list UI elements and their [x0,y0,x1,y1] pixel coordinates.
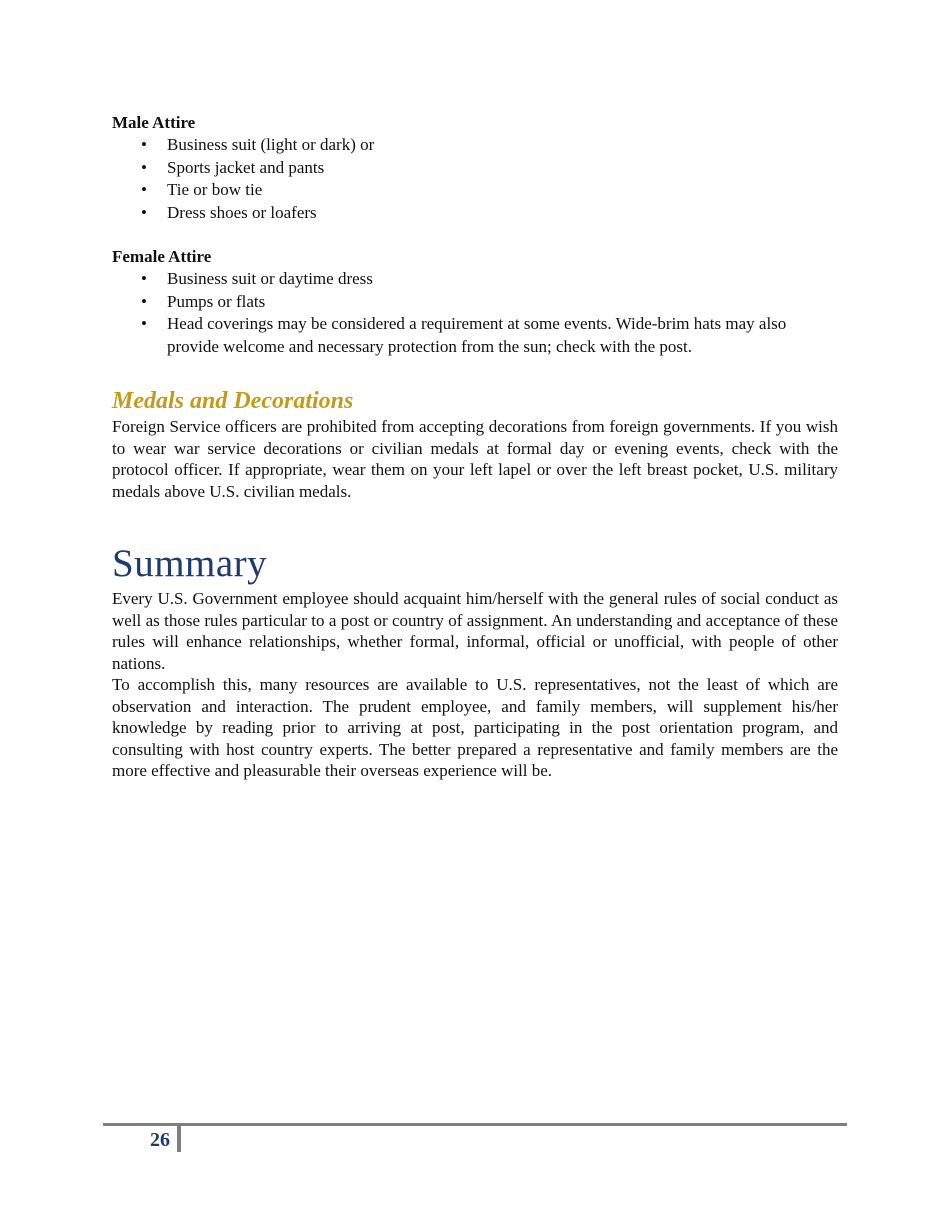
page-number-divider [177,1126,181,1152]
list-item [112,157,838,180]
bullet-icon: • [141,269,147,288]
female-attire-heading: Female Attire [112,247,212,266]
footer-rule [103,1123,847,1126]
bullet-icon: • [141,180,147,199]
medals-heading: Medals and Decorations [112,388,354,414]
list-item-text: Dress shoes or loafers [167,202,317,222]
list-item [112,313,838,358]
bullet-icon: • [141,135,147,154]
list-item [112,202,838,225]
summary-paragraph-2: To accomplish this, many resources are available to U.S. representatives, not the least of which are observation and interaction. The prudent employee, and family members, will supplement his/her knowledge by reading prior to arriving at post, participating in the post orientation program, and consulting with host country experts. The better prepared a representative and family members are the more effective and pleasurable their overseas experience will be. [112,675,838,780]
summary-heading: Summary [112,542,268,585]
list-item [112,179,838,202]
bullet-icon: • [141,314,147,333]
list-item [112,268,838,291]
list-item-text: Sports jacket and pants [167,157,325,177]
list-item-text: Pumps or flats [167,291,266,311]
spacer [112,224,838,246]
male-attire-heading: Male Attire [112,113,196,132]
list-item-text: Business suit or daytime dress [167,269,373,288]
male-attire-list [112,134,838,224]
list-item [112,291,838,314]
page-number: 26 [150,1129,170,1151]
list-item-text: Head coverings may be considered a requirement at some events. Wide-brim hats may also provide welcome and necessary protection from the sun; check with the post. [167,314,787,356]
bullet-icon: • [141,157,147,177]
list-item-text: Tie or bow tie [167,180,263,199]
document-body [112,112,838,782]
bullet-icon: • [141,291,147,311]
female-attire-list [112,268,838,358]
list-item-text: Business suit (light or dark) or [167,135,375,154]
summary-paragraph-1: Every U.S. Government employee should acquaint him/herself with the general rules of social conduct as well as those rules particular to a post or country of assignment. An understanding and acceptance of these rules will enhance relationships, whether formal, informal, official or unofficial, with people of other nations. [112,589,838,673]
bullet-icon: • [141,202,147,222]
list-item [112,134,838,157]
medals-paragraph: Foreign Service officers are prohibited from accepting decorations from foreign governments. If you wish to wear war service decorations or civilian medals at formal day or evening events, check with the protocol officer. If appropriate, wear them on your left lapel or over the left breast pocket, U.S. military medals above U.S. civilian medals. [112,417,838,501]
